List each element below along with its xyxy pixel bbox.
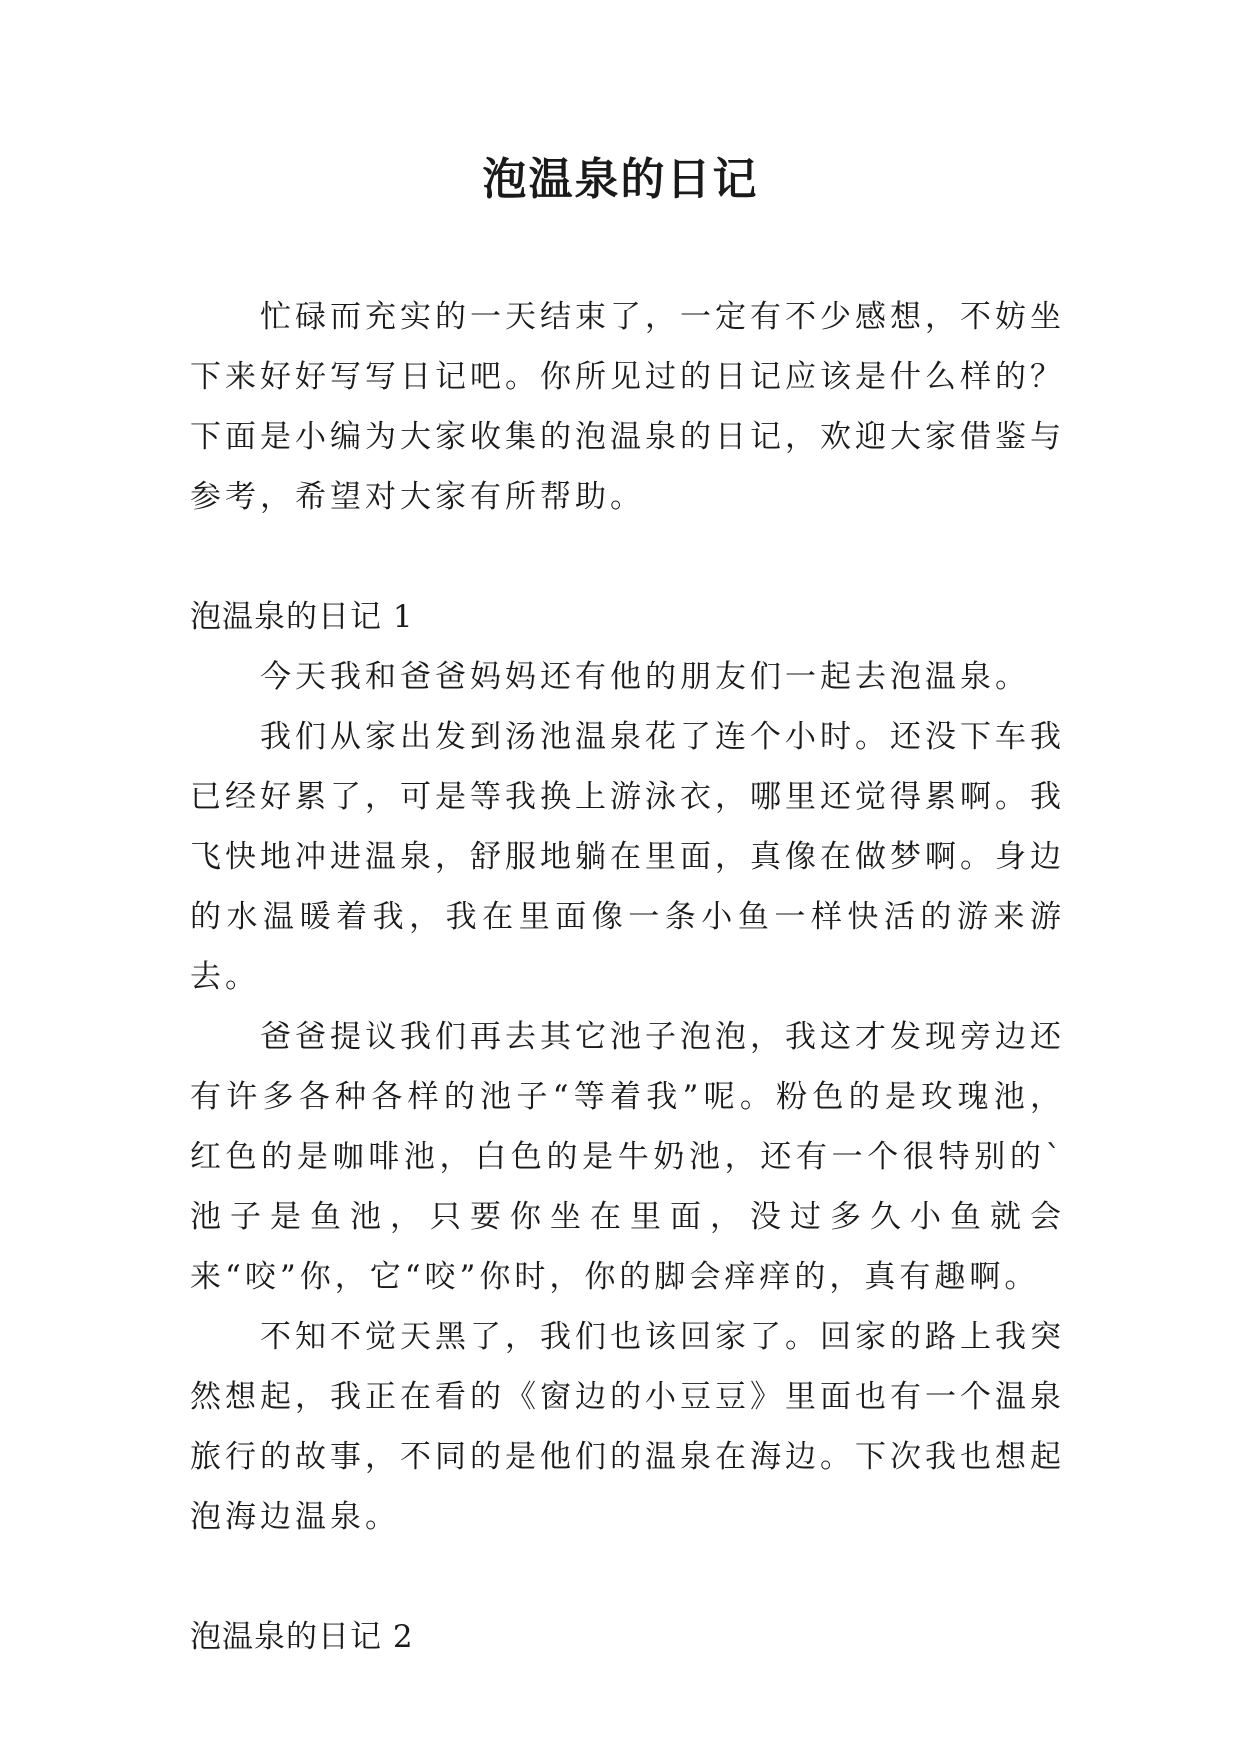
section-gap xyxy=(190,1547,1065,1607)
diary-1-heading: 泡温泉的日记 1 xyxy=(190,599,414,635)
diary-2-heading: 泡温泉的日记 2 xyxy=(190,1619,414,1655)
document-body xyxy=(190,287,1065,1667)
diary-1-paragraph-2: 我们从家出发到汤池温泉花了连个小时。还没下车我已经好累了，可是等我换上游泳衣，哪里还觉得累啊。我飞快地冲进温泉，舒服地躺在里面，真像在做梦啊。身边的水温暖着我，我在里面像一条小鱼一样快活的游来游去。 xyxy=(190,719,1065,995)
intro-paragraph: 忙碌而充实的一天结束了，一定有不少感想，不妨坐下来好好写写日记吧。你所见过的日记应该是什么样的？下面是小编为大家收集的泡温泉的日记，欢迎大家借鉴与参考，希望对大家有所帮助。 xyxy=(190,299,1065,515)
section-gap xyxy=(190,527,1065,587)
diary-1-paragraph-3: 爸爸提议我们再去其它池子泡泡，我这才发现旁边还有许多各种各样的池子“等着我”呢。粉色的是玫瑰池，红色的是咖啡池，白色的是牛奶池，还有一个很特别的`池子是鱼池，只要你坐在里面，没过多久小鱼就会来“咬”你，它“咬”你时，你的脚会痒痒的，真有趣啊。 xyxy=(190,1019,1065,1295)
diary-1-paragraph-4: 不知不觉天黑了，我们也该回家了。回家的路上我突然想起，我正在看的《窗边的小豆豆》里面也有一个温泉旅行的故事，不同的是他们的温泉在海边。下次我也想起泡海边温泉。 xyxy=(190,1319,1065,1535)
document-title: 泡温泉的日记 xyxy=(482,154,759,205)
diary-1-paragraph-1: 今天我和爸爸妈妈还有他的朋友们一起去泡温泉。 xyxy=(260,659,1030,695)
